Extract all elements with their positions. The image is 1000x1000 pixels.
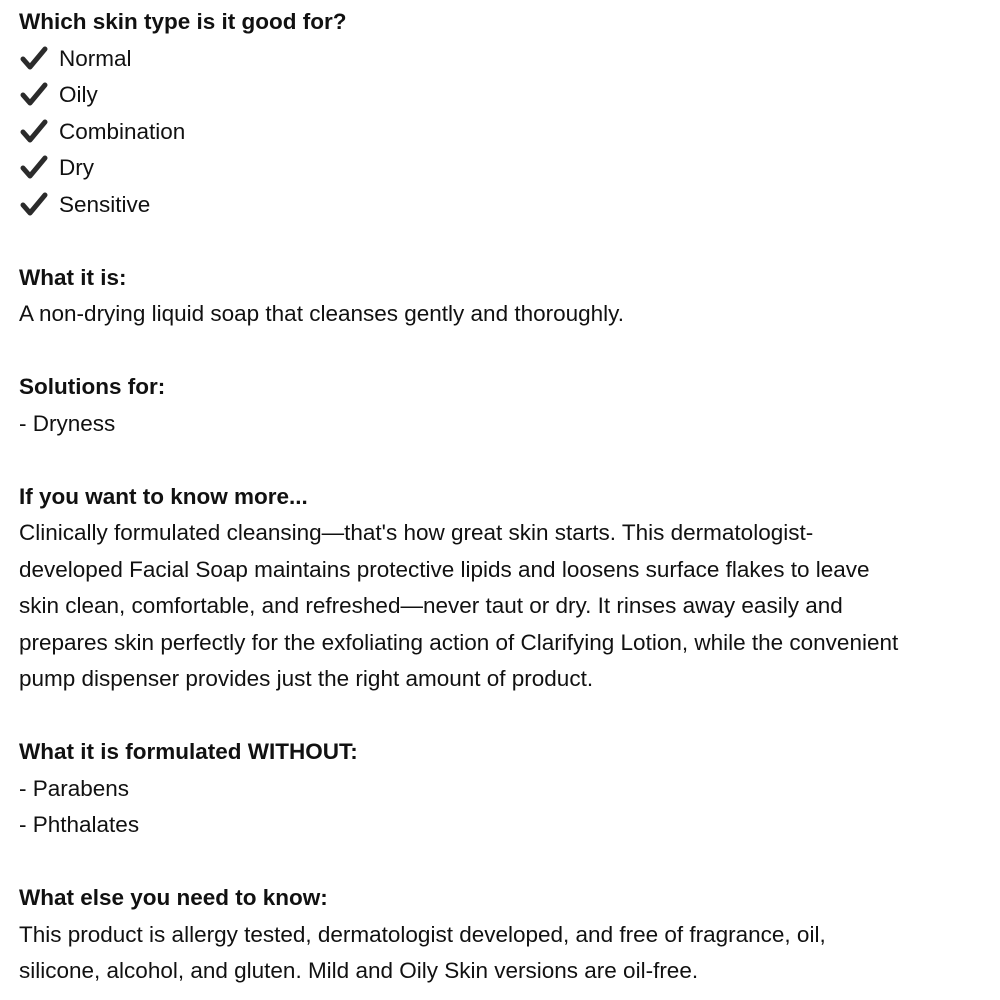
paragraph-line: prepares skin perfectly for the exfoliating action of Clarifying Lotion, while the convenient [19, 629, 899, 655]
skin-type-item [19, 41, 994, 78]
section-spacer [19, 442, 994, 479]
skin-type-label: Dry [59, 155, 94, 180]
section-spacer [19, 844, 994, 881]
product-details [19, 4, 994, 990]
paragraph-line: developed Facial Soap maintains protective lipids and loosens surface flakes to leave [19, 556, 870, 582]
skin-type-heading: Which skin type is it good for? [19, 9, 347, 34]
skin-type-item [19, 187, 994, 224]
know-more-heading: If you want to know more... [19, 483, 308, 509]
checkmark-icon [20, 46, 50, 72]
what-it-is-heading: What it is: [19, 264, 127, 290]
what-it-is-text: A non-drying liquid soap that cleanses gently and thoroughly. [19, 301, 624, 326]
section-spacer [19, 333, 994, 370]
paragraph-line: skin clean, comfortable, and refreshed—never taut or dry. It rinses away easily and [19, 593, 843, 618]
skin-type-list [19, 41, 994, 224]
solutions-item: - Dryness [19, 410, 116, 436]
skin-type-label: Combination [59, 118, 186, 144]
section-spacer [19, 698, 994, 735]
skin-type-item [19, 150, 994, 187]
section-spacer [19, 223, 994, 260]
formulated-without-item: - Phthalates [19, 812, 140, 837]
paragraph-line: pump dispenser provides just the right amount of product. [19, 666, 594, 691]
skin-type-item [19, 77, 994, 114]
else-to-know-paragraph [19, 917, 994, 990]
formulated-without-heading: What it is formulated WITHOUT: [19, 739, 358, 764]
checkmark-icon [20, 82, 50, 108]
skin-type-item [19, 114, 994, 151]
formulated-without-item: - Parabens [19, 775, 130, 801]
solutions-heading: Solutions for: [19, 374, 166, 399]
skin-type-label: Oily [59, 82, 98, 107]
skin-type-label: Normal [59, 45, 132, 71]
checkmark-icon [20, 192, 50, 218]
paragraph-line: This product is allergy tested, dermatologist developed, and free of fragrance, oil, [19, 921, 826, 947]
checkmark-icon [20, 155, 50, 181]
skin-type-label: Sensitive [59, 191, 151, 217]
checkmark-icon [20, 119, 50, 145]
paragraph-line: silicone, alcohol, and gluten. Mild and Oily Skin versions are oil-free. [19, 958, 699, 983]
paragraph-line: Clinically formulated cleansing—that's how great skin starts. This dermatologist- [19, 520, 814, 545]
know-more-paragraph [19, 515, 994, 698]
else-to-know-heading: What else you need to know: [19, 885, 328, 910]
